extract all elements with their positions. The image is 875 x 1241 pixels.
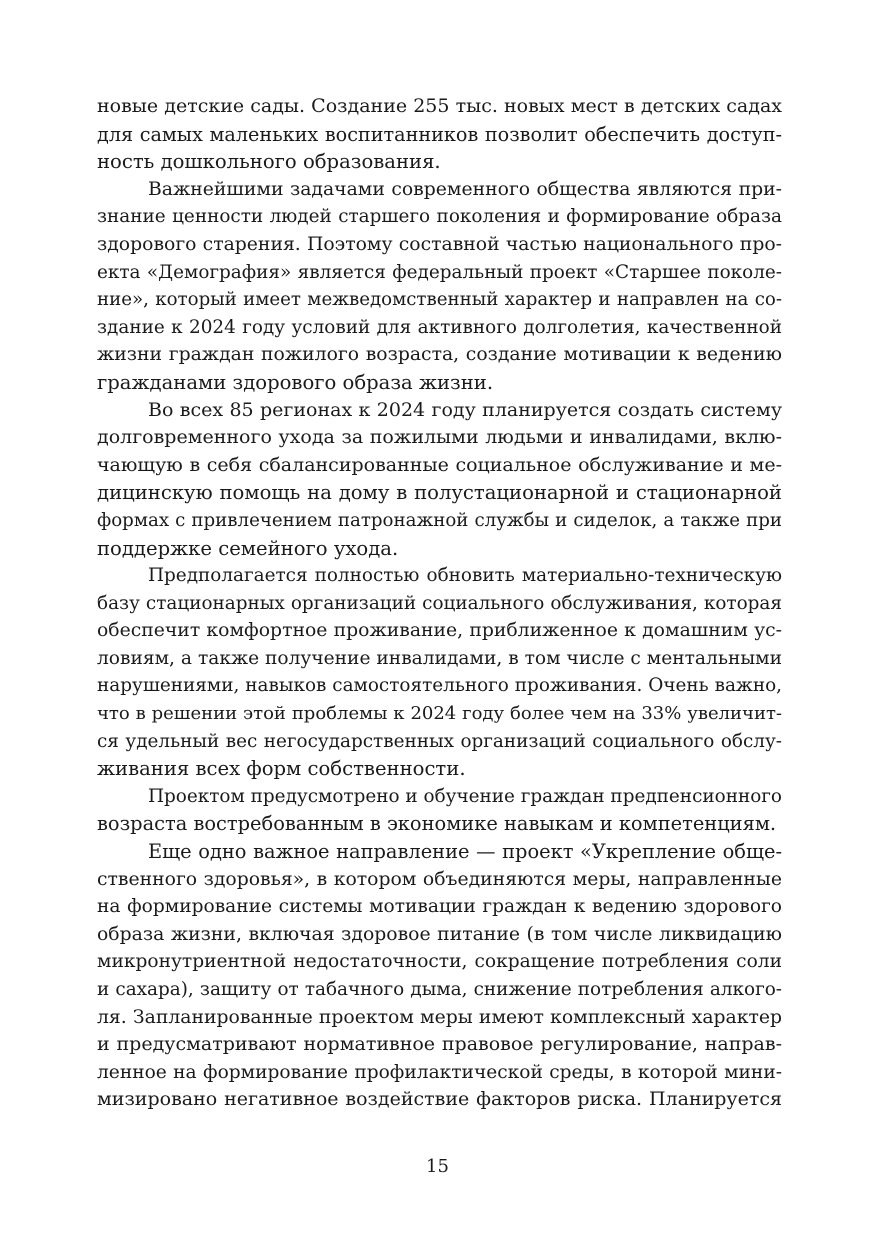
text-line: здорового старения. Поэтому составной частью национального про- [97, 233, 782, 255]
text-line: живания всех форм собственности. [97, 757, 466, 781]
text-line: знание ценности людей старшего поколения и формирование образа [97, 206, 782, 228]
text-line: для самых маленьких воспитанников позволит обеспечить доступ- [97, 122, 782, 146]
text-line: долговременного ухода за пожилыми людьми и инвалидами, вклю- [97, 426, 782, 449]
text-line: здание к 2024 году условий для активного долголетия, качественной [97, 316, 782, 338]
text-line: дицинскую помощь на дому в полустационарной и стационарной [97, 481, 782, 505]
text-line: ленное на формирование профилактической среды, в которой мини- [97, 1061, 782, 1083]
document-body [97, 93, 782, 1114]
text-line: ность дошкольного образования. [97, 150, 441, 174]
text-line: микронутриентной недостаточности, сокращение потребления соли [97, 951, 782, 973]
text-line: ственного здоровья», в котором объединяются меры, направленные [97, 868, 782, 890]
text-line: формах с привлечением патронажной службы и сиделок, а также при [97, 509, 782, 531]
paragraph-first-line: Важнейшими задачами современного общества являются при- [148, 178, 782, 200]
text-line: и предусматривают нормативное правовое регулирование, направ- [97, 1033, 782, 1056]
paragraph-first-line: Предполагается полностью обновить материально-техническую [148, 565, 782, 587]
text-line: нарушениями, навыков самостоятельного проживания. Очень важно, [97, 675, 782, 697]
text-line: жизни граждан пожилого возраста, создание мотивации к ведению [97, 344, 782, 366]
text-line: гражданами здорового образа жизни. [97, 370, 494, 394]
text-line: образа жизни, включая здоровое питание (в том числе ликвидацию [97, 923, 782, 945]
text-line: ловиям, а также получение инвалидами, в том числе с ментальными [97, 647, 782, 669]
paragraph-first-line: Еще одно важное направление — проект «Укрепление обще- [148, 840, 782, 864]
text-line: поддержке семейного ухода. [97, 536, 399, 560]
page-number: 15 [426, 1156, 449, 1177]
text-line: возраста востребованным в экономике навыкам и компетенциям. [97, 812, 777, 836]
text-line: ние», который имеет межведомственный характер и направлен на со- [97, 289, 782, 311]
text-line: новые детские сады. Создание 255 тыс. новых мест в детских садах [97, 95, 782, 117]
paragraph-first-line: Проектом предусмотрено и обучение граждан предпенсионного [148, 785, 782, 807]
text-line: чающую в себя сбалансированные социальное обслуживание и ме- [97, 453, 782, 476]
text-line: ля. Запланированные проектом меры имеют комплексный характер [97, 1006, 782, 1028]
text-line: ся удельный вес негосударственных организаций социального обслу- [97, 730, 782, 752]
text-line: на формирование системы мотивации граждан к ведению здорового [97, 896, 782, 918]
text-line: базу стационарных организаций социального обслуживания, которая [97, 592, 782, 614]
text-line: что в решении этой проблемы к 2024 году более чем на 33% увеличит- [97, 703, 782, 725]
text-line: мизировано негативное воздействие факторов риска. Планируется [97, 1088, 782, 1111]
text-line: обеспечит комфортное проживание, приближенное к домашним ус- [97, 620, 782, 642]
paragraph-first-line: Во всех 85 регионах к 2024 году планируется создать систему [148, 398, 782, 421]
text-line: екта «Демография» является федеральный проект «Старшее поколе- [97, 261, 782, 283]
text-line: и сахара), защиту от табачного дыма, снижение потребления алкого- [97, 979, 782, 1000]
